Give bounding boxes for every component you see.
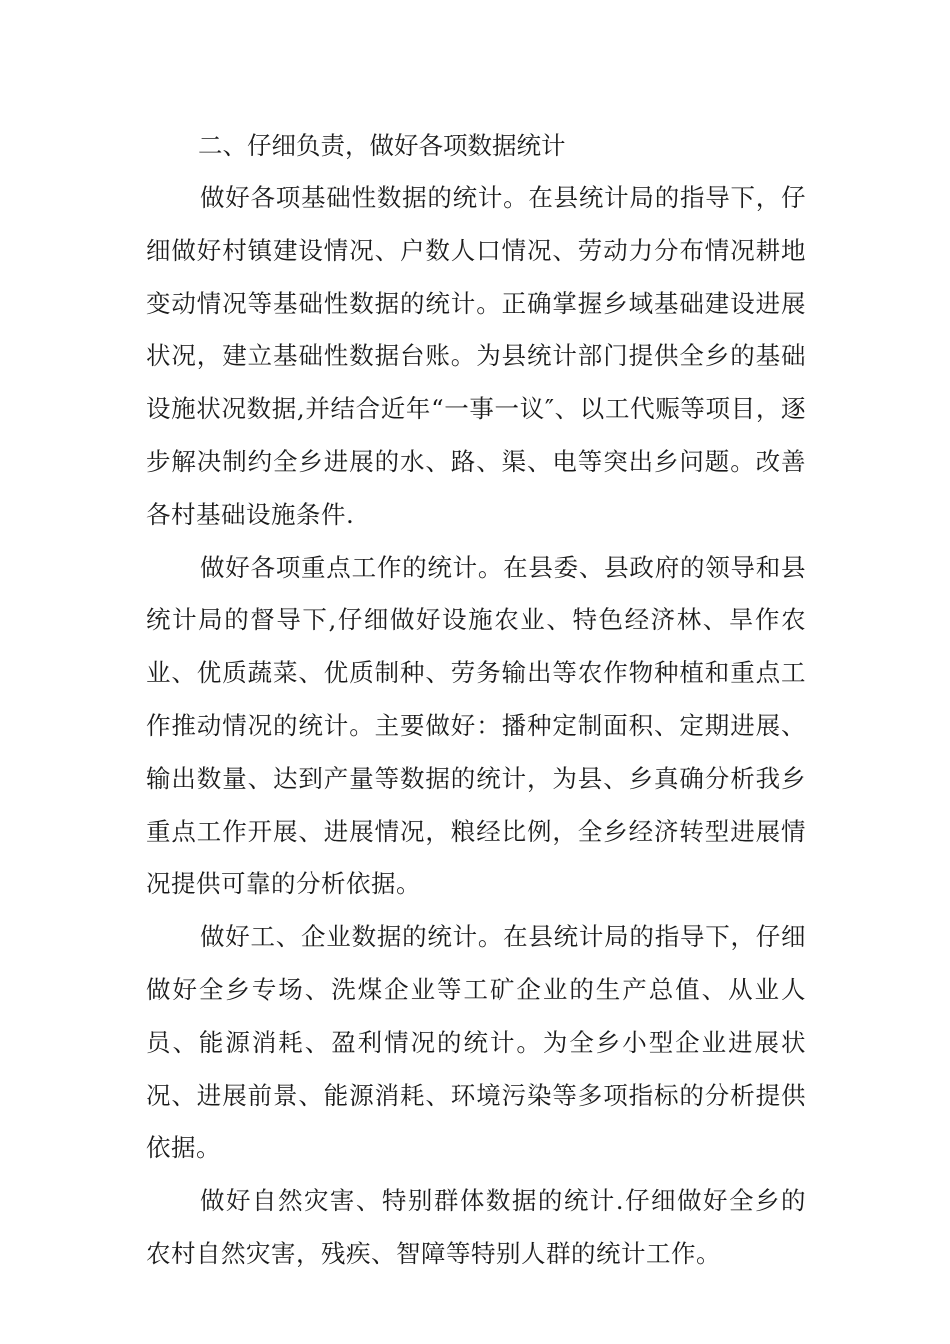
section-heading: 二、仔细负责，做好各项数据统计 (198, 131, 566, 160)
paragraph-enterprise-data: 做好工、企业数据的统计。在县统计局的指导下，仔细做好全乡专场、洗煤企业等工矿企业的生产总值、从业人员、能源消耗、盈利情况的统计。为全乡小型企业进展状况、进展前景、能源消耗、环境污染等多项指标的分析提供依据。 (146, 922, 806, 1163)
paragraph-disaster-data: 做好自然灾害、特别群体数据的统计.仔细做好全乡的农村自然灾害，残疾、智障等特别人群的统计工作。 (146, 1186, 806, 1268)
paragraph-basic-data: 做好各项基础性数据的统计。在县统计局的指导下，仔细做好村镇建设情况、户数人口情况、劳动力分布情况耕地变动情况等基础性数据的统计。正确掌握乡域基础建设进展状况，建立基础性数据台账。为县统计部门提供全乡的基础设施状况数据,并结合近年“一事一议″、以工代赈等项目，逐步解决制约全乡进展的水、路、渠、电等突出乡问题。改善各村基础设施条件. (146, 183, 806, 529)
document-body (146, 120, 806, 1281)
paragraph-key-work: 做好各项重点工作的统计。在县委、县政府的领导和县统计局的督导下,仔细做好设施农业、特色经济林、旱作农业、优质蔬菜、优质制种、劳务输出等农作物种植和重点工作推动情况的统计。主要做好：播种定制面积、定期进展、输出数量、达到产量等数据的统计，为县、乡真确分析我乡重点工作开展、进展情况，粮经比例，全乡经济转型进展情况提供可靠的分析依据。 (146, 552, 806, 899)
